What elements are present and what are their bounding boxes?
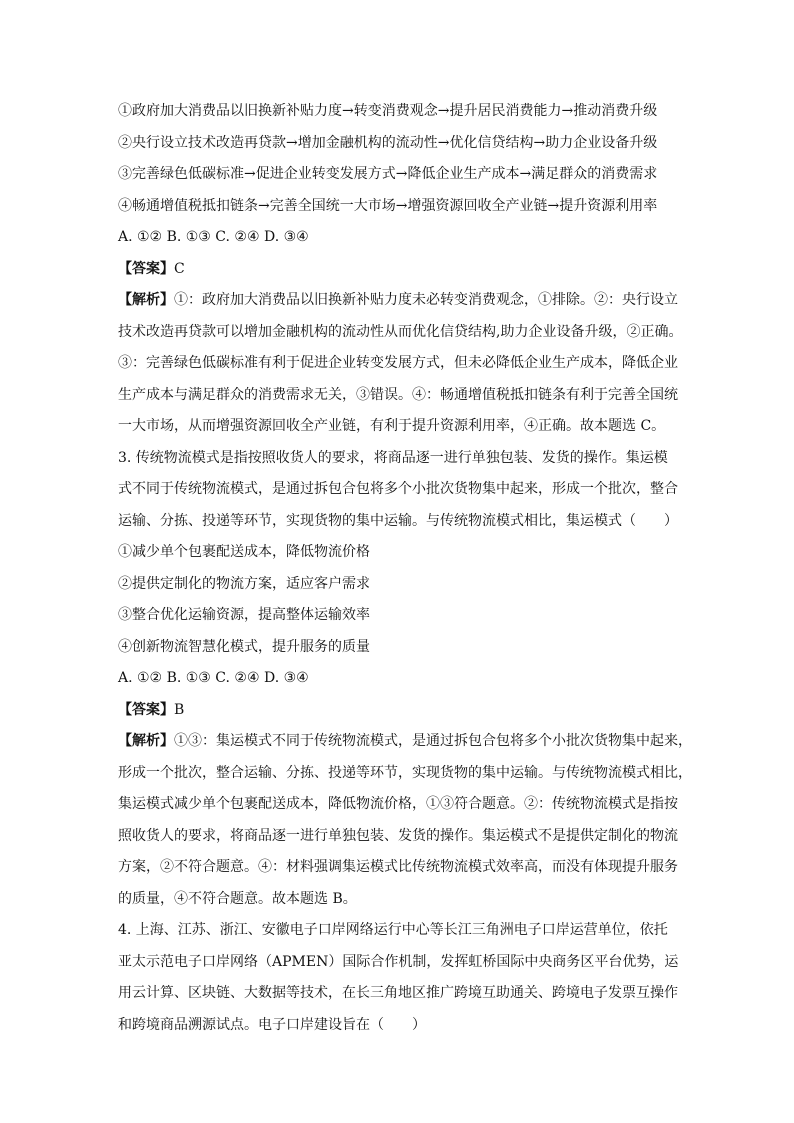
analysis-label: 【解析】 [118, 292, 174, 308]
q3-option-1: ①减少单个包裹配送成本，降低物流价格 [118, 544, 370, 560]
q3-stem-line: 运输、分拣、投递等环节，实现货物的集中运输。与传统物流模式相比，集运模式（ ） [118, 512, 678, 529]
q3-analysis-line [118, 726, 692, 758]
q2-analysis-line: 生产成本与满足群众的消费需求无关，③错误。④：畅通增值税抵扣链条有利于完善全国统 [118, 386, 678, 403]
q3-analysis-line: 集运模式减少单个包裹配送成本，降低物流价格，①③符合题意。②：传统物流模式是指按 [118, 796, 678, 812]
q3-stem-line: 3. 传统物流模式是指按照收货人的要求，将商品逐一进行单独包装、发货的操作。集运模 [118, 449, 668, 466]
document-page [118, 96, 692, 1041]
q3-stem-line: 式不同于传统物流模式，是通过拆包合包将多个小批次货物集中起来，形成一个批次，整合 [118, 481, 678, 497]
q2-option-1: ①政府加大消费品以旧换新补贴力度→转变消费观念→提升居民消费能力→推动消费升级 [118, 103, 658, 119]
q4-stem-line: 亚太示范电子口岸网络（APMEN）国际合作机制，发挥虹桥国际中央商务区平台优势，运 [118, 953, 679, 970]
analysis-text: ①③：集运模式不同于传统物流模式，是通过拆包合包将多个小批次货物集中起来， [174, 733, 692, 749]
q4-stem-line: 和跨境商品溯源试点。电子口岸建设旨在（ ） [118, 1016, 426, 1033]
answer-value: C [174, 260, 185, 277]
q3-analysis-line: 形成一个批次，整合运输、分拣、投递等环节，实现货物的集中运输。与传统物流模式相比， [118, 764, 692, 781]
q3-analysis-line: 的质量，④不符合题意。故本题选 B。 [118, 890, 357, 907]
q4-stem-line: 4. 上海、江苏、浙江、安徽电子口岸网络运行中心等长江三角洲电子口岸运营单位，依托 [118, 922, 668, 938]
q2-option-4: ④畅通增值税抵扣链条→完善全国统一大市场→增强资源回收全产业链→提升资源利用率 [118, 197, 658, 214]
q2-analysis-line: 技术改造再贷款可以增加金融机构的流动性从而优化信贷结构,助力企业设备升级，②正确。 [118, 323, 683, 340]
q2-option-3: ③完善绿色低碳标准→促进企业转变发展方式→降低企业生产成本→满足群众的消费需求 [118, 166, 658, 182]
q2-answer [118, 254, 678, 286]
q3-analysis-line: 照收货人的要求，将商品逐一进行单独包装、发货的操作。集运模式不是提供定制化的物流 [118, 827, 678, 844]
analysis-label: 【解析】 [118, 733, 174, 749]
analysis-text: ①：政府加大消费品以旧换新补贴力度未必转变消费观念，①排除。②：央行设立 [174, 292, 678, 308]
answer-label: 【答案】 [118, 701, 174, 718]
q2-analysis-line: ③：完善绿色低碳标准有利于促进企业转变发展方式，但未必降低企业生产成本，降低企业 [118, 355, 678, 371]
answer-value: B [174, 701, 185, 718]
q3-option-2: ②提供定制化的物流方案，适应客户需求 [118, 575, 370, 592]
q3-analysis-line: 方案，②不符合题意。④：材料强调集运模式比传统物流模式效率高，而没有体现提升服务 [118, 859, 678, 875]
q3-option-3: ③整合优化运输资源，提高整体运输效率 [118, 607, 370, 623]
q3-answer [118, 695, 678, 727]
q4-stem-line: 用云计算、区块链、大数据等技术，在长三角地区推广跨境互助通关、跨境电子发票互操作 [118, 985, 678, 1001]
answer-label: 【答案】 [118, 260, 174, 277]
q2-choices: A. ①② B. ①③ C. ②④ D. ③④ [118, 229, 309, 245]
q3-option-4: ④创新物流智慧化模式，提升服务的质量 [118, 638, 370, 655]
q2-analysis-line [118, 285, 678, 317]
q2-option-2: ②央行设立技术改造再贷款→增加金融机构的流动性→优化信贷结构→助力企业设备升级 [118, 134, 658, 151]
q2-analysis-line: 一大市场，从而增强资源回收全产业链，有利于提升资源利用率，④正确。故本题选 C。 [118, 418, 666, 434]
q3-choices: A. ①② B. ①③ C. ②④ D. ③④ [118, 670, 309, 686]
